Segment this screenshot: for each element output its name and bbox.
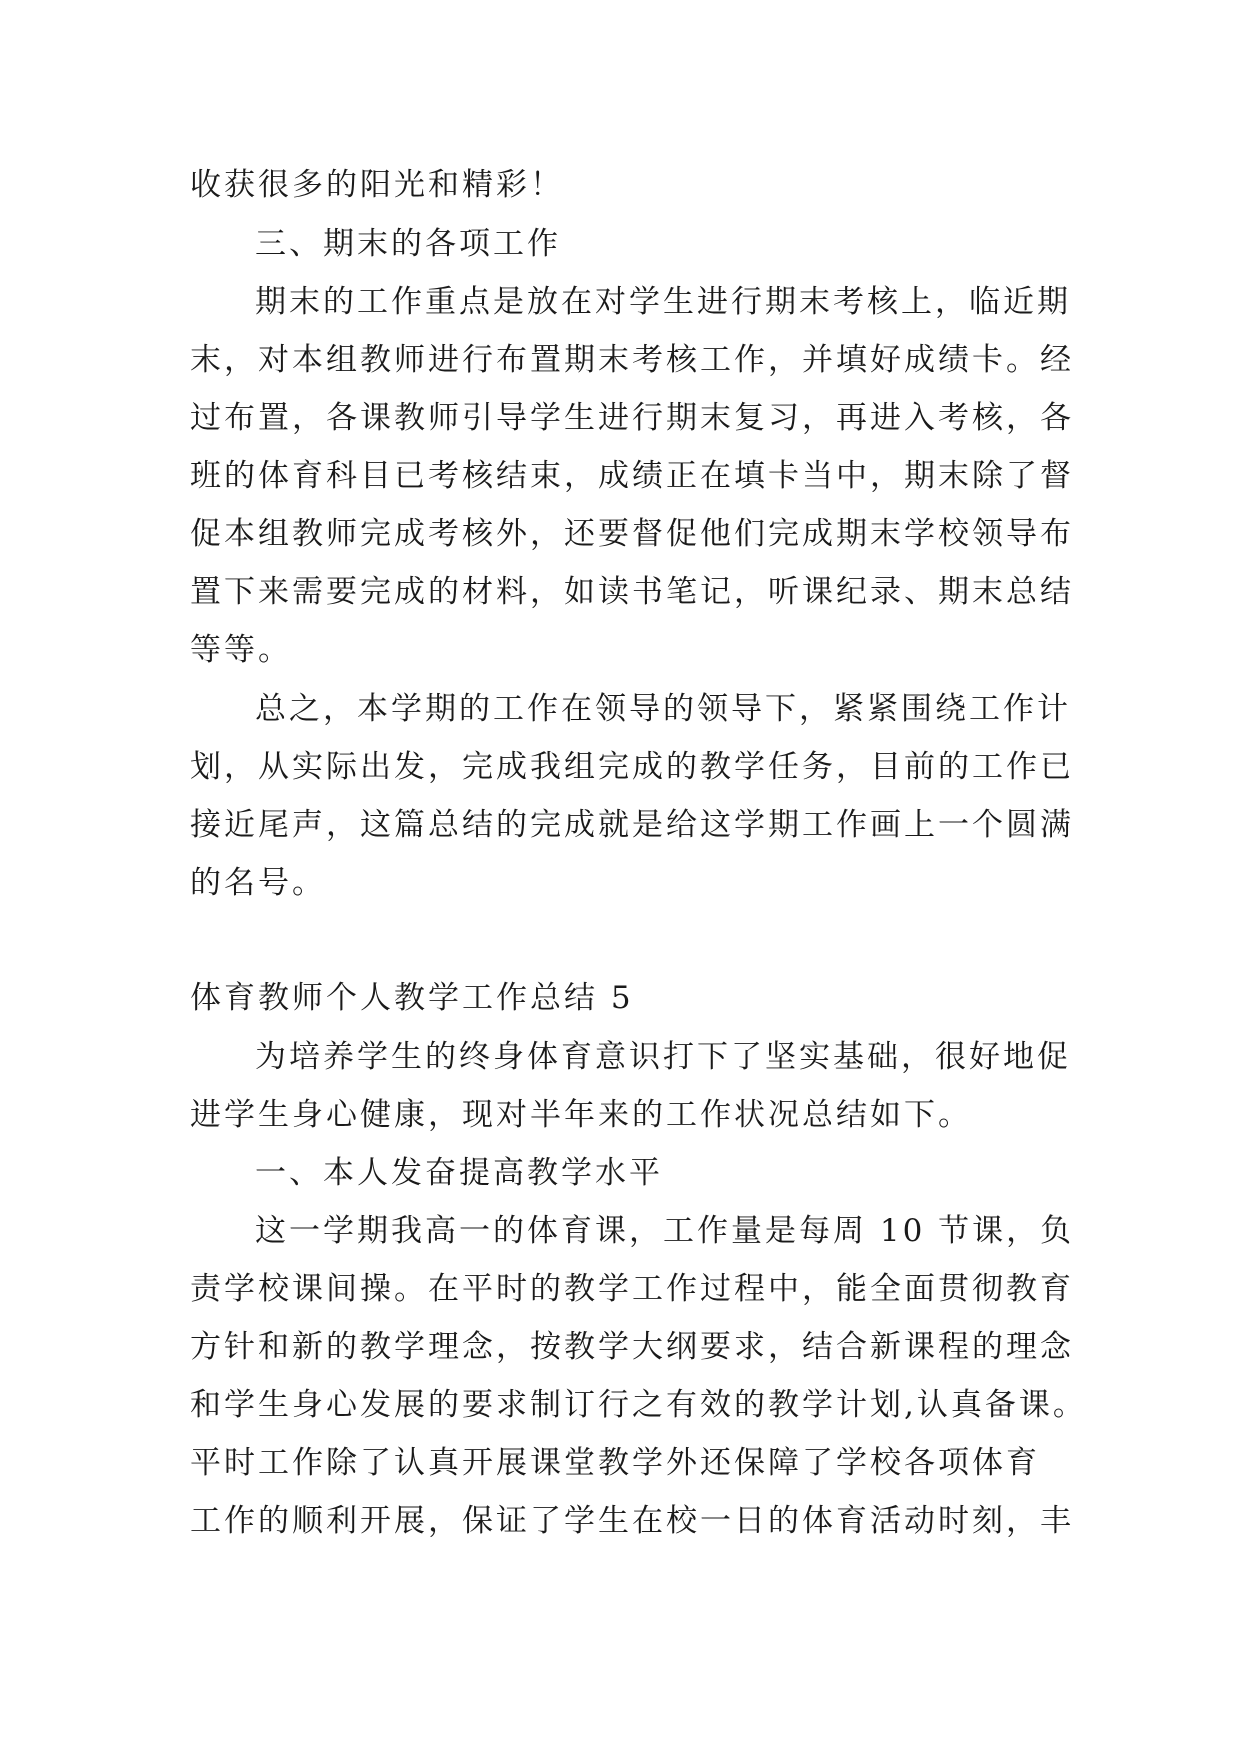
text-line-23: 工作的顺利开展，保证了学生在校一日的体育活动时刻，丰: [190, 1503, 1074, 1539]
text-line-21: 和学生身心发展的要求制订行之有效的教学计划,认真备课。: [190, 1387, 1087, 1423]
section-heading-1: 一、本人发奋提高教学水平: [255, 1155, 663, 1191]
text-line-20: 方针和新的教学理念，按教学大纲要求，结合新课程的理念: [190, 1329, 1074, 1365]
text-line-3: 期末的工作重点是放在对学生进行期末考核上，临近期: [255, 284, 1071, 320]
text-line-10: 总之，本学期的工作在领导的领导下，紧紧围绕工作计: [255, 691, 1071, 727]
text-line-1: 收获很多的阳光和精彩！: [190, 167, 564, 203]
text-line-6: 班的体育科目已考核结束，成绩正在填卡当中，期末除了督: [190, 458, 1074, 494]
text-line-8: 置下来需要完成的材料，如读书笔记，听课纪录、期末总结: [190, 574, 1074, 610]
text-line-18: 这一学期我高一的体育课，工作量是每周 10 节课，负: [255, 1213, 1075, 1249]
text-line-22: 平时工作除了认真开展课堂教学外还保障了学校各项体育: [190, 1445, 1040, 1481]
text-line-15: 为培养学生的终身体育意识打下了坚实基础，很好地促: [255, 1039, 1071, 1075]
text-line-13: 的名号。: [190, 865, 326, 901]
section-heading-3: 三、期末的各项工作: [255, 226, 561, 262]
text-line-4: 末，对本组教师进行布置期末考核工作，并填好成绩卡。经: [190, 342, 1074, 378]
text-line-7: 促本组教师完成考核外，还要督促他们完成期末学校领导布: [190, 516, 1074, 552]
text-line-5: 过布置，各课教师引导学生进行期末复习，再进入考核，各: [190, 400, 1074, 436]
text-line-11: 划，从实际出发，完成我组完成的教学任务，目前的工作已: [190, 749, 1074, 785]
text-line-16: 进学生身心健康，现对半年来的工作状况总结如下。: [190, 1097, 972, 1133]
text-line-19: 责学校课间操。在平时的教学工作过程中，能全面贯彻教育: [190, 1271, 1074, 1307]
text-line-9: 等等。: [190, 632, 292, 668]
text-line-12: 接近尾声，这篇总结的完成就是给这学期工作画上一个圆满: [190, 807, 1074, 843]
article-title: 体育教师个人教学工作总结 5: [190, 980, 634, 1016]
